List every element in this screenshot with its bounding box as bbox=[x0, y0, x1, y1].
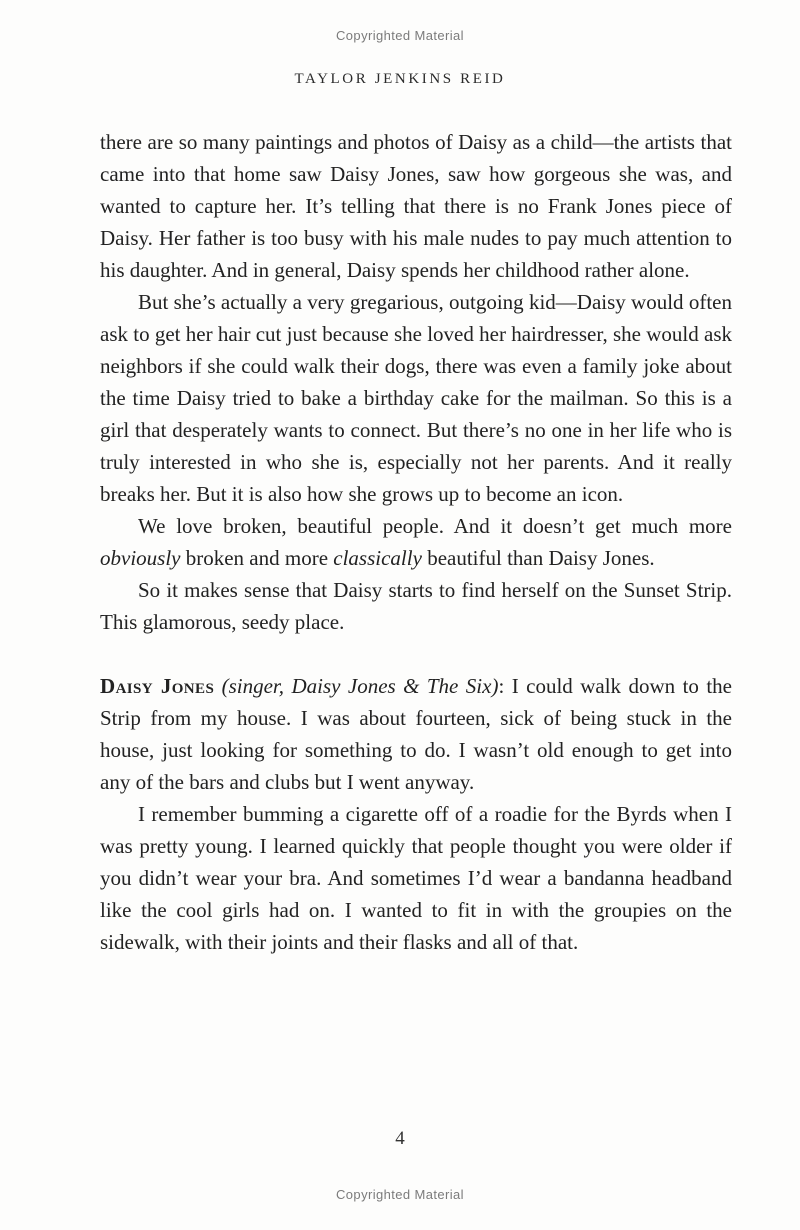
speaker-name: Daisy Jones bbox=[100, 674, 215, 698]
speaker-role: (singer, Daisy Jones & The Six) bbox=[214, 674, 499, 698]
text-run: broken and more bbox=[180, 546, 334, 570]
page-text-block bbox=[100, 126, 732, 958]
copyright-notice-top: Copyrighted Material bbox=[336, 28, 464, 43]
speaker-quote: : I could walk down to the Strip from my house. I was about fourteen, sick of being stuck in the house, just looking for something to do. I wasn’t old enough to get into any of the bars and clubs but I went anyway. bbox=[100, 674, 732, 794]
paragraph-narration-1: there are so many paintings and photos of Daisy as a child—the artists that came into that home saw Daisy Jones, saw how gorgeous she was, and wanted to capture her. It’s telling that there is no Frank Jones piece of Daisy. Her father is too busy with his male nudes to pay much attention to his daughter. And in general, Daisy spends her childhood rather alone. bbox=[100, 130, 732, 282]
paragraph-interview-daisy-2: I remember bumming a cigarette off of a roadie for the Byrds when I was pretty young. I learned quickly that people thought you were older if you didn’t wear your bra. And sometimes I’d wear a bandanna headband like the cool girls had on. I wanted to fit in with the groupies on the sidewalk, with their joints and their flasks and all of that. bbox=[100, 802, 732, 954]
paragraph-interview-daisy bbox=[100, 670, 732, 798]
running-header-author: TAYLOR JENKINS REID bbox=[294, 71, 506, 87]
copyright-notice-bottom: Copyrighted Material bbox=[336, 1187, 464, 1202]
page-number: 4 bbox=[395, 1128, 405, 1149]
paragraph-narration-2: But she’s actually a very gregarious, outgoing kid—Daisy would often ask to get her hair cut just because she loved her hairdresser, she would ask neighbors if she could walk their dogs, there was even a family joke about the time Daisy tried to bake a birthday cake for the mailman. So this is a girl that desperately wants to connect. But there’s no one in her life who is truly interested in who she is, especially not her parents. And it really breaks her. But it is also how she grows up to become an icon. bbox=[100, 290, 732, 506]
text-run: We love broken, beautiful people. And it doesn’t get much more bbox=[138, 514, 732, 538]
paragraph-narration-4: So it makes sense that Daisy starts to find herself on the Sunset Strip. This glamorous, seedy place. bbox=[100, 578, 732, 634]
italic-text-run: obviously bbox=[100, 546, 181, 570]
paragraph-narration-3 bbox=[100, 510, 732, 574]
text-run: beautiful than Daisy Jones. bbox=[421, 546, 655, 570]
italic-text-run: classically bbox=[333, 546, 422, 570]
